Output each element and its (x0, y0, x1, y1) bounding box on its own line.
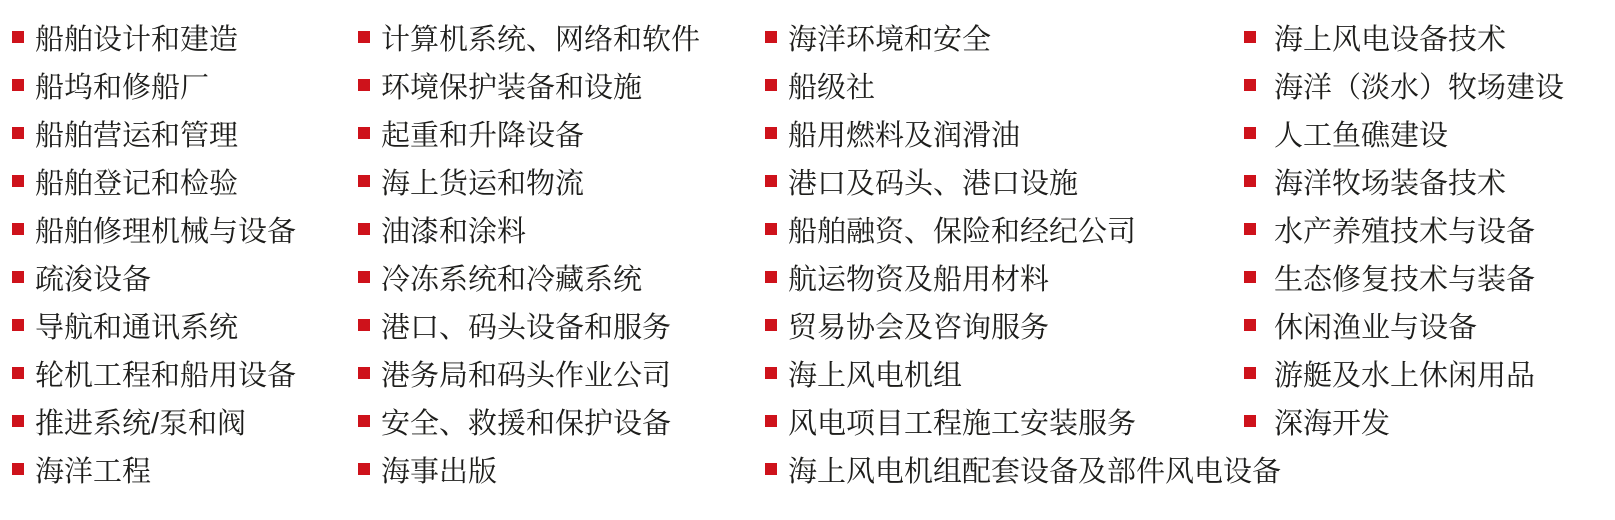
bullet-square-icon (765, 463, 777, 475)
bullet-square-icon (12, 463, 24, 475)
category-label: 船舶登记和检验 (35, 168, 239, 200)
bullet-square-icon (765, 79, 777, 91)
category-label: 船用燃料及润滑油 (788, 120, 1021, 152)
list-item (12, 64, 296, 112)
category-column-1 (12, 16, 296, 496)
category-label: 贸易协会及咨询服务 (788, 312, 1050, 344)
category-label: 环境保护装备和设施 (381, 72, 643, 104)
category-label: 冷冻系统和冷藏系统 (381, 264, 643, 296)
list-item (358, 448, 700, 496)
category-label: 人工鱼礁建设 (1274, 120, 1449, 152)
bullet-square-icon (358, 79, 370, 91)
list-item (1244, 160, 1564, 208)
category-label: 海事出版 (381, 456, 498, 488)
list-item (358, 160, 700, 208)
category-label: 海上风电设备技术 (1274, 24, 1507, 56)
bullet-square-icon (358, 31, 370, 43)
bullet-square-icon (765, 223, 777, 235)
list-item (358, 112, 700, 160)
category-label: 生态修复技术与装备 (1274, 264, 1536, 296)
bullet-square-icon (1244, 415, 1256, 427)
list-item (358, 208, 700, 256)
list-item (1244, 400, 1564, 448)
list-item (358, 304, 700, 352)
category-label: 船舶营运和管理 (35, 120, 239, 152)
list-item (12, 16, 296, 64)
bullet-square-icon (12, 367, 24, 379)
bullet-square-icon (1244, 127, 1256, 139)
bullet-square-icon (765, 127, 777, 139)
bullet-square-icon (765, 319, 777, 331)
bullet-square-icon (765, 31, 777, 43)
bullet-square-icon (12, 319, 24, 331)
list-item (12, 352, 296, 400)
bullet-square-icon (358, 271, 370, 283)
list-item (1244, 256, 1564, 304)
list-item (358, 64, 700, 112)
list-item (765, 16, 1281, 64)
bullet-square-icon (12, 271, 24, 283)
list-item (765, 400, 1281, 448)
list-item (1244, 64, 1564, 112)
list-item (358, 400, 700, 448)
list-item (358, 256, 700, 304)
list-item (12, 160, 296, 208)
list-item (358, 352, 700, 400)
category-label: 游艇及水上休闲用品 (1274, 360, 1536, 392)
category-label: 海上风电机组 (788, 360, 963, 392)
bullet-square-icon (12, 79, 24, 91)
category-label: 深海开发 (1274, 408, 1391, 440)
bullet-square-icon (358, 223, 370, 235)
category-label: 油漆和涂料 (381, 216, 527, 248)
bullet-square-icon (765, 175, 777, 187)
bullet-square-icon (12, 175, 24, 187)
bullet-square-icon (12, 223, 24, 235)
category-label: 船舶融资、保险和经纪公司 (788, 216, 1137, 248)
category-label: 船舶修理机械与设备 (35, 216, 297, 248)
category-label: 港口、码头设备和服务 (381, 312, 672, 344)
category-label: 港口及码头、港口设施 (788, 168, 1079, 200)
list-item (1244, 304, 1564, 352)
list-item (1244, 352, 1564, 400)
list-item (765, 112, 1281, 160)
list-item (765, 256, 1281, 304)
list-item (12, 400, 296, 448)
list-item (765, 160, 1281, 208)
list-item (765, 64, 1281, 112)
category-column-3 (765, 16, 1281, 496)
bullet-square-icon (358, 415, 370, 427)
category-label: 疏浚设备 (35, 264, 152, 296)
list-item (765, 208, 1281, 256)
bullet-square-icon (765, 367, 777, 379)
category-column-2 (358, 16, 700, 496)
category-label: 海洋（淡水）牧场建设 (1274, 72, 1565, 104)
list-item (12, 304, 296, 352)
list-item (12, 448, 296, 496)
category-column-4 (1244, 16, 1564, 448)
bullet-square-icon (1244, 319, 1256, 331)
bullet-square-icon (1244, 31, 1256, 43)
list-item (12, 256, 296, 304)
bullet-square-icon (12, 31, 24, 43)
list-item (765, 448, 1281, 496)
list-item (1244, 208, 1564, 256)
bullet-square-icon (358, 463, 370, 475)
list-item (1244, 112, 1564, 160)
category-label: 船舶设计和建造 (35, 24, 239, 56)
bullet-square-icon (12, 127, 24, 139)
list-item (12, 208, 296, 256)
bullet-square-icon (765, 271, 777, 283)
category-label: 港务局和码头作业公司 (381, 360, 672, 392)
category-label: 海洋牧场装备技术 (1274, 168, 1507, 200)
category-label: 导航和通讯系统 (35, 312, 239, 344)
bullet-square-icon (1244, 271, 1256, 283)
bullet-square-icon (1244, 223, 1256, 235)
category-label: 水产养殖技术与设备 (1274, 216, 1536, 248)
bullet-square-icon (1244, 175, 1256, 187)
category-label: 起重和升降设备 (381, 120, 585, 152)
category-label: 船级社 (788, 72, 876, 104)
category-label: 海上风电机组配套设备及部件风电设备 (788, 456, 1282, 488)
category-label: 风电项目工程施工安装服务 (788, 408, 1137, 440)
category-label: 航运物资及船用材料 (788, 264, 1050, 296)
category-label: 轮机工程和船用设备 (35, 360, 297, 392)
category-label: 海上货运和物流 (381, 168, 585, 200)
bullet-square-icon (358, 127, 370, 139)
category-label: 海洋工程 (35, 456, 152, 488)
bullet-square-icon (12, 415, 24, 427)
bullet-square-icon (358, 175, 370, 187)
bullet-square-icon (358, 367, 370, 379)
category-label: 休闲渔业与设备 (1274, 312, 1478, 344)
category-label: 计算机系统、网络和软件 (381, 24, 701, 56)
list-item (765, 352, 1281, 400)
category-label: 推进系统/泵和阀 (35, 408, 247, 440)
bullet-square-icon (1244, 79, 1256, 91)
category-label: 安全、救援和保护设备 (381, 408, 672, 440)
category-label: 海洋环境和安全 (788, 24, 992, 56)
bullet-square-icon (358, 319, 370, 331)
bullet-square-icon (765, 415, 777, 427)
list-item (358, 16, 700, 64)
bullet-square-icon (1244, 367, 1256, 379)
list-item (765, 304, 1281, 352)
category-label: 船坞和修船厂 (35, 72, 210, 104)
list-item (1244, 16, 1564, 64)
list-item (12, 112, 296, 160)
